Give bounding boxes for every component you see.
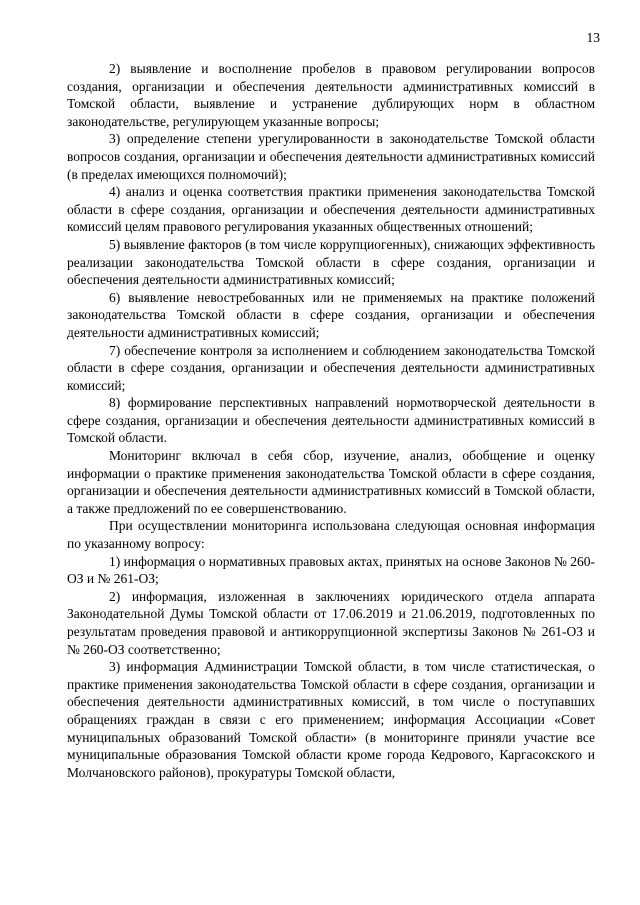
paragraph: 5) выявление факторов (в том числе коррупциогенных), снижающих эффективность реализации законодательства Томской области в сфере создания, организации и обеспечения деятельности административных комиссий; [67,236,595,288]
paragraph: 4) анализ и оценка соответствия практики применения законодательства Томской области в сфере создания, организации и обеспечения деятельности административных комиссий целям правового регулирования указанных общественных отношений; [67,184,595,235]
paragraph: 3) определение степени урегулированности в законодательстве Томской области вопросов создания, организации и обеспечения деятельности административных комиссий (в пределах имеющихся полномочий); [67,131,595,182]
paragraph: 6) выявление невостребованных или не применяемых на практике положений законодательства Томской области в сфере создания, организации и обеспечения деятельности административных комиссий; [67,289,595,340]
paragraph: При осуществлении мониторинга использована следующая основная информация по указанному вопросу: [67,518,595,552]
paragraph: 3) информация Администрации Томской области, в том числе статистическая, о практике применения законодательства Томской области в сфере создания, организации и обеспечения деятельности административных комиссий, в том числе о поступавших обращениях граждан в связи с его применением; информация Ассоциации «Совет муниципальных образований Томской области» (в мониторинге приняли участие все муниципальные образования Томской области кроме города Кедрового, Каргасокского и Молчановского районов), прокуратуры Томской области, [67,659,595,780]
paragraph: Мониторинг включал в себя сбор, изучение, анализ, обобщение и оценку информации о практике применения законодательства Томской области в сфере создания, организации и обеспечения деятельности административных комиссий в Томской области, а также предложений по ее совершенствованию. [67,448,595,516]
document-body [67,60,595,781]
page-number: 13 [586,30,600,45]
paragraph: 1) информация о нормативных правовых актах, принятых на основе Законов № 260-ОЗ и № 261-ОЗ; [67,553,595,587]
paragraph: 7) обеспечение контроля за исполнением и соблюдением законодательства Томской области в сфере создания, организации и обеспечения деятельности административных комиссий; [67,342,595,393]
paragraph: 2) выявление и восполнение пробелов в правовом регулировании вопросов создания, организации и обеспечения деятельности административных комиссий в Томской области, выявление и устранение дублирующих норм в областном законодательстве, регулирующем указанные вопросы; [67,61,595,129]
paragraph: 8) формирование перспективных направлений нормотворческой деятельности в сфере создания, организации и обеспечения деятельности административных комиссий в Томской области. [67,395,595,446]
paragraph: 2) информация, изложенная в заключениях юридического отдела аппарата Законодательной Думы Томской области от 17.06.2019 и 21.06.2019, подготовленных по результатам проведения правовой и антикоррупционной экспертизы Законов № 261-ОЗ и № 260-ОЗ соответственно; [67,588,595,657]
